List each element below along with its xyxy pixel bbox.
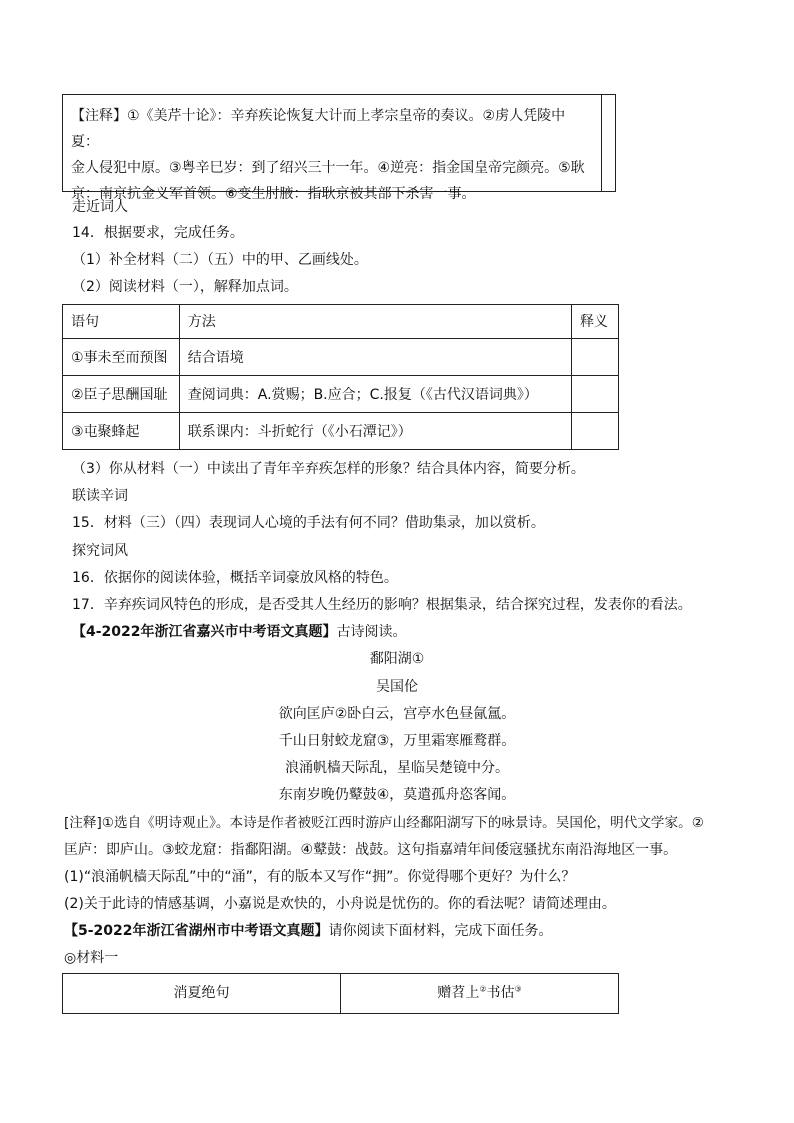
poem-line: 欲向匡庐②卧白云，宫亭水色昼氤氲。	[278, 706, 516, 722]
table-row	[63, 974, 619, 1014]
annotation-line: 京：南京抗金义军首领。⑥变生肘腋：指耿京被其部下杀害一事。	[71, 186, 476, 202]
table-row	[63, 376, 619, 413]
table-cell-sentence: ②臣子思酬国耻	[63, 376, 180, 413]
poem-author: 吴国伦	[376, 679, 418, 695]
annotation-line: 【注释】①《美芹十论》：辛弃疾论恢复大计而上孝宗皇帝的奏议。②虏人凭陵中夏：	[71, 108, 566, 150]
annotation-line: 金人侵犯中原。③粤辛巳岁：到了绍兴三十一年。④逆亮：指金国皇帝完颜亮。⑤耿	[71, 160, 585, 176]
table-cell-left: 消夏绝句	[63, 974, 341, 1014]
poem-line: 浪涌帆樯天际乱，星临吴楚镜中分。	[285, 760, 509, 776]
table-cell-meaning	[572, 376, 619, 413]
question-14-1: （1）补全材料（二）（五）中的甲、乙画线处。	[72, 252, 368, 268]
question-16: 16．依据你的阅读体验，概括辛词豪放风格的特色。	[72, 570, 398, 586]
material-table	[62, 973, 619, 1014]
question-14: 14．根据要求，完成任务。	[72, 225, 244, 241]
table-header: 语句	[63, 305, 180, 339]
question-15: 15．材料（三）（四）表现词人心境的手法有何不同？借助集录，加以赏析。	[72, 515, 545, 531]
table-header-row	[63, 305, 619, 339]
question-17: 17．辛弃疾词风特色的形成，是否受其人生经历的影响？根据集录，结合探究过程，发表你的看法。	[72, 597, 692, 613]
annotation-box	[62, 94, 602, 202]
section-heading: 联读辛词	[72, 488, 128, 504]
question-14-3: （3）你从材料（一）中读出了青年辛弃疾怎样的形象？结合具体内容，简要分析。	[72, 461, 585, 477]
section-heading: 走近词人	[72, 199, 128, 215]
table-header: 释义	[572, 305, 619, 339]
poem-line: 东南岁晚仍鼙鼓④，莫遣孤舟恣客闻。	[278, 787, 516, 803]
table-header: 方法	[179, 305, 571, 339]
poem-question-2: (2)关于此诗的情感基调，小嘉说是欢快的，小舟说是忧伤的。你的看法呢？请简述理由。	[64, 896, 616, 912]
footnote-marker: ③	[514, 984, 522, 994]
exam-4-task: 古诗阅读。	[336, 624, 407, 640]
table-cell-method: 联系课内：斗折蛇行（《小石潭记》）	[179, 413, 571, 450]
annotation-box-edge	[602, 94, 616, 192]
table-cell-sentence: ①事未至而预图	[63, 339, 180, 376]
table-cell-meaning	[572, 413, 619, 450]
table-cell-right	[341, 974, 619, 1014]
poem-note: [注释]①选自《明诗观止》。本诗是作者被贬江西时游庐山经鄱阳湖写下的咏景诗。吴国伦，明代文学家。②	[64, 815, 704, 831]
poem-question-1: (1)“浪涌帆樯天际乱”中的“涌”，有的版本又写作“拥”。你觉得哪个更好？为什么？	[64, 869, 576, 885]
table-cell-method: 结合语境	[179, 339, 571, 376]
table-cell-sentence: ③屯聚蜂起	[63, 413, 180, 450]
exam-5-title: 【5-2022年浙江省湖州市中考语文真题】	[64, 923, 329, 939]
material-label: ◎材料一	[64, 950, 119, 966]
table-row	[63, 339, 619, 376]
poem-line: 千山日射蛟龙窟③，万里霜寒雁鹜群。	[278, 733, 516, 749]
section-heading: 探究词风	[72, 543, 128, 559]
exam-4-title: 【4-2022年浙江省嘉兴市中考语文真题】	[72, 624, 337, 640]
question-14-2: （2）阅读材料（一），解释加点词。	[72, 279, 298, 295]
table-cell-method: 查阅词典：A.赏赐；B.应合；C.报复（《古代汉语词典》）	[179, 376, 571, 413]
poem-title: 鄱阳湖①	[369, 651, 425, 667]
cell-text: 赠苕上	[437, 985, 480, 1001]
exam-4-heading	[72, 621, 407, 641]
poem-note: 匡庐：即庐山。③蛟龙窟：指鄱阳湖。④鼙鼓：战鼓。这句指嘉靖年间倭寇骚扰东南沿海地区一事。	[64, 842, 678, 858]
explanation-table	[62, 304, 619, 450]
footnote-marker: ②	[479, 984, 487, 994]
exam-5-task: 请你阅读下面材料，完成下面任务。	[328, 923, 553, 939]
cell-text: 书估	[486, 985, 515, 1001]
exam-5-heading	[64, 920, 553, 940]
table-row	[63, 413, 619, 450]
table-cell-meaning	[572, 339, 619, 376]
